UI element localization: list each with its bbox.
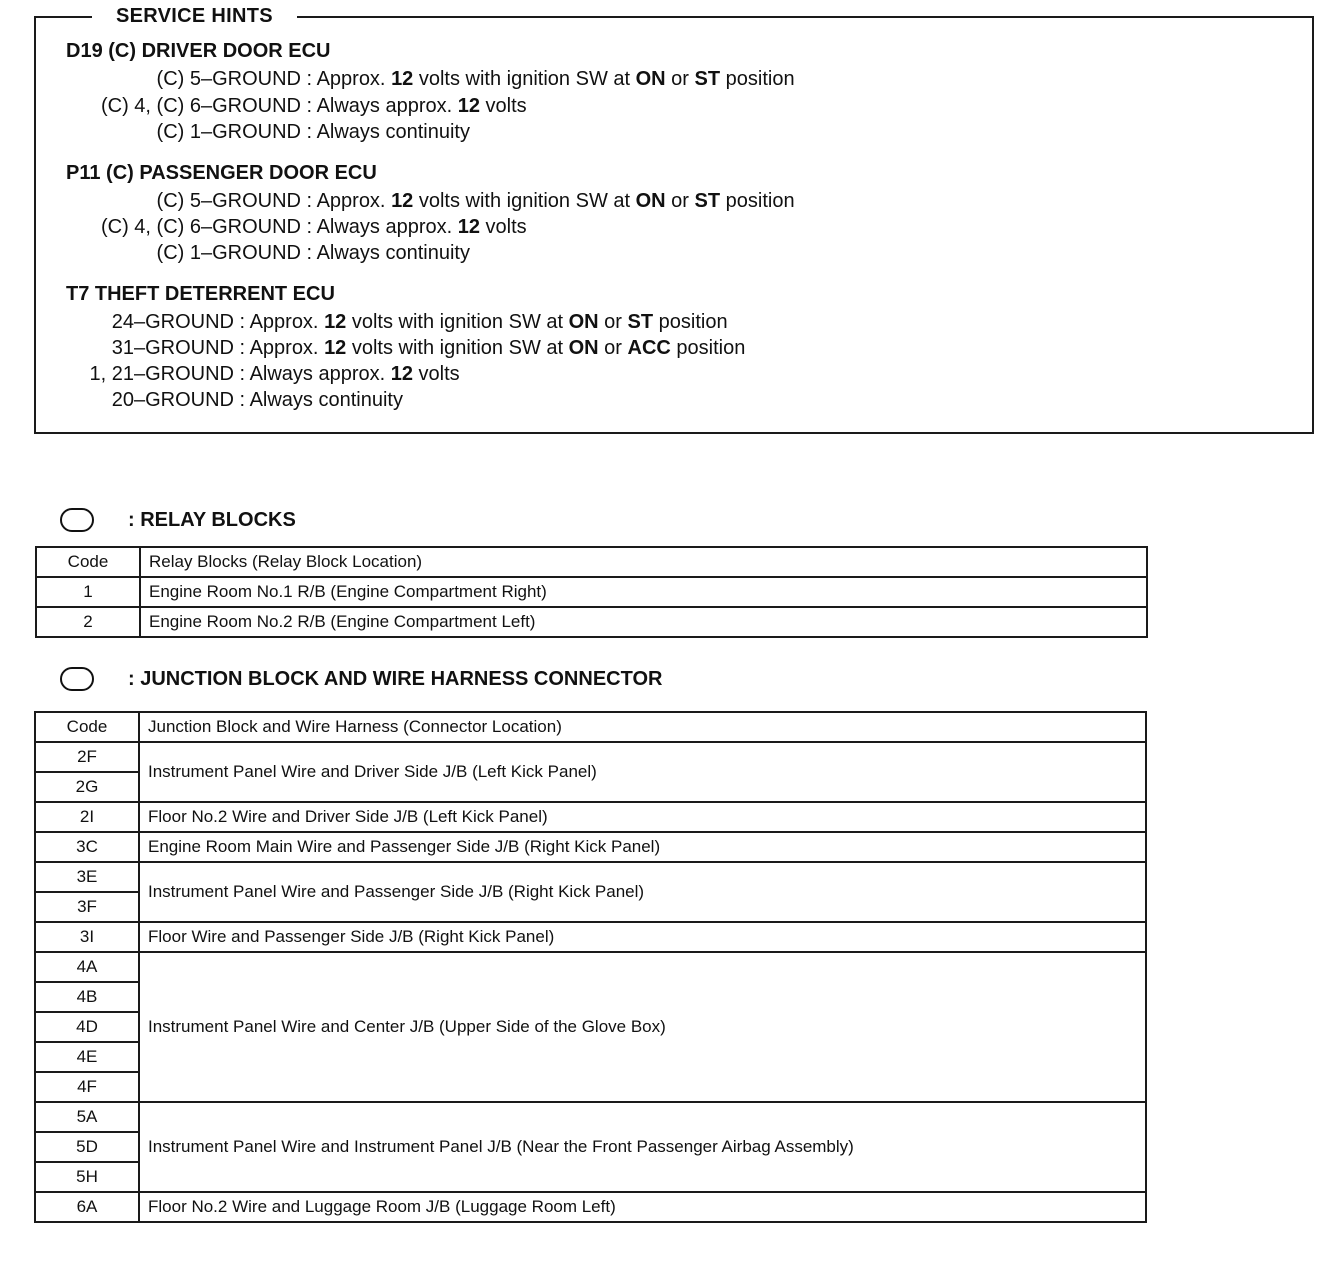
hint-value-bold: ON [635, 190, 666, 212]
hint-text: or [665, 190, 695, 212]
hint-pin-label: (C) 1–GROUND [156, 242, 301, 264]
hint-pin-label: 1, 21–GROUND [89, 363, 234, 385]
hint-value-bold: 12 [324, 337, 347, 359]
hint-value-bold: 12 [391, 68, 414, 90]
code-header: Code [35, 712, 139, 742]
hint-pin-label: (C) 4, (C) 6–GROUND [100, 216, 301, 238]
hint-text: : Approx. [234, 311, 325, 333]
hint-section-heading: D19 (C) DRIVER DOOR ECU [66, 40, 331, 62]
hint-text: or [665, 68, 695, 90]
table-row [36, 577, 1147, 607]
table-row [36, 607, 1147, 637]
hint-text: : Approx. [234, 337, 325, 359]
code-cell: 4E [35, 1042, 139, 1072]
hint-line [36, 68, 795, 91]
hint-text: : Always approx. [301, 216, 458, 238]
table-row [35, 862, 1146, 892]
junction-blocks-header [60, 665, 662, 693]
hint-line [36, 363, 460, 386]
hint-text: : Always continuity [301, 121, 470, 143]
location-cell: Instrument Panel Wire and Driver Side J/B (Left Kick Panel) [139, 742, 1146, 802]
code-cell: 5D [35, 1132, 139, 1162]
hint-value-bold: ON [568, 311, 599, 333]
hint-text: position [653, 311, 728, 333]
location-cell: Instrument Panel Wire and Center J/B (Upper Side of the Glove Box) [139, 952, 1146, 1102]
code-cell: 5A [35, 1102, 139, 1132]
hint-pin-label: (C) 4, (C) 6–GROUND [100, 95, 301, 117]
code-cell: 4F [35, 1072, 139, 1102]
code-cell: 2G [35, 772, 139, 802]
relay-blocks-header [60, 506, 296, 534]
location-cell: Floor No.2 Wire and Driver Side J/B (Left Kick Panel) [139, 802, 1146, 832]
hint-text: : Always approx. [234, 363, 391, 385]
junction-blocks-label: : JUNCTION BLOCK AND WIRE HARNESS CONNECTOR [128, 667, 663, 690]
hint-value-bold: 12 [457, 216, 480, 238]
hint-text: or [598, 311, 628, 333]
code-cell: 5H [35, 1162, 139, 1192]
hint-line [36, 190, 795, 213]
hint-line [36, 337, 745, 360]
hint-text: position [720, 190, 795, 212]
hint-value-bold: 12 [390, 363, 413, 385]
junction-block-symbol-icon [60, 667, 94, 691]
hint-text: volts with ignition SW at [413, 68, 636, 90]
hint-section-heading: P11 (C) PASSENGER DOOR ECU [66, 162, 377, 184]
hint-pin-label: 20–GROUND [111, 389, 234, 411]
location-cell: Instrument Panel Wire and Passenger Side J/B (Right Kick Panel) [139, 862, 1146, 922]
hint-text: volts [413, 363, 460, 385]
hint-line [36, 389, 403, 412]
hint-pin-label: (C) 1–GROUND [156, 121, 301, 143]
hint-text: volts with ignition SW at [346, 311, 569, 333]
table-row [35, 1102, 1146, 1132]
location-cell: Floor No.2 Wire and Luggage Room J/B (Luggage Room Left) [139, 1192, 1146, 1222]
hint-text: volts with ignition SW at [413, 190, 636, 212]
hint-value-bold: ST [694, 68, 721, 90]
hint-text: : Approx. [301, 68, 392, 90]
hint-value-bold: 12 [324, 311, 347, 333]
hint-text: volts [480, 95, 527, 117]
hint-text: position [720, 68, 795, 90]
code-header: Code [36, 547, 140, 577]
location-cell: Engine Room No.1 R/B (Engine Compartment Right) [140, 577, 1147, 607]
hint-pin-label: (C) 5–GROUND [156, 190, 301, 212]
hint-line [36, 311, 728, 334]
location-cell: Engine Room Main Wire and Passenger Side J/B (Right Kick Panel) [139, 832, 1146, 862]
hint-text: : Always continuity [301, 242, 470, 264]
code-cell: 4D [35, 1012, 139, 1042]
code-cell: 3E [35, 862, 139, 892]
table-row [35, 802, 1146, 832]
hint-text: : Always approx. [301, 95, 458, 117]
hint-text: position [670, 337, 746, 359]
hint-line [36, 121, 470, 144]
hint-section-heading: T7 THEFT DETERRENT ECU [66, 283, 335, 305]
hint-value-bold: ON [568, 337, 599, 359]
relay-blocks-table [35, 546, 1148, 638]
hint-pin-label: 24–GROUND [111, 311, 234, 333]
table-row [35, 832, 1146, 862]
hint-value-bold: 12 [457, 95, 480, 117]
code-cell: 1 [36, 577, 140, 607]
hint-value-bold: ACC [627, 337, 671, 359]
code-cell: 2F [35, 742, 139, 772]
hint-value-bold: 12 [391, 190, 414, 212]
hint-line [36, 95, 527, 118]
hint-value-bold: ST [627, 311, 654, 333]
relay-block-symbol-icon [60, 508, 94, 532]
location-cell: Floor Wire and Passenger Side J/B (Right Kick Panel) [139, 922, 1146, 952]
hint-pin-label: 31–GROUND [111, 337, 234, 359]
relay-blocks-label: : RELAY BLOCKS [128, 508, 296, 531]
hint-text: volts with ignition SW at [346, 337, 569, 359]
service-hints-title: SERVICE HINTS [92, 5, 297, 28]
code-cell: 2I [35, 802, 139, 832]
junction-blocks-table [34, 711, 1147, 1223]
hint-text: volts [480, 216, 527, 238]
location-cell: Instrument Panel Wire and Instrument Panel J/B (Near the Front Passenger Airbag Assembly) [139, 1102, 1146, 1192]
hint-text: : Always continuity [234, 389, 403, 411]
code-cell: 2 [36, 607, 140, 637]
hint-text: : Approx. [301, 190, 392, 212]
hint-text: or [598, 337, 628, 359]
location-cell: Engine Room No.2 R/B (Engine Compartment Left) [140, 607, 1147, 637]
table-header-row [36, 547, 1147, 577]
code-cell: 4A [35, 952, 139, 982]
code-cell: 6A [35, 1192, 139, 1222]
table-row [35, 952, 1146, 982]
table-row [35, 922, 1146, 952]
hint-value-bold: ST [694, 190, 721, 212]
hint-line [36, 216, 527, 239]
code-cell: 4B [35, 982, 139, 1012]
table-row [35, 1192, 1146, 1222]
hint-value-bold: ON [635, 68, 666, 90]
location-header: Relay Blocks (Relay Block Location) [140, 547, 1147, 577]
location-header: Junction Block and Wire Harness (Connector Location) [139, 712, 1146, 742]
code-cell: 3F [35, 892, 139, 922]
table-row [35, 742, 1146, 772]
code-cell: 3I [35, 922, 139, 952]
table-header-row [35, 712, 1146, 742]
service-hints-box [34, 16, 1314, 434]
hint-line [36, 242, 470, 265]
hint-pin-label: (C) 5–GROUND [156, 68, 301, 90]
code-cell: 3C [35, 832, 139, 862]
